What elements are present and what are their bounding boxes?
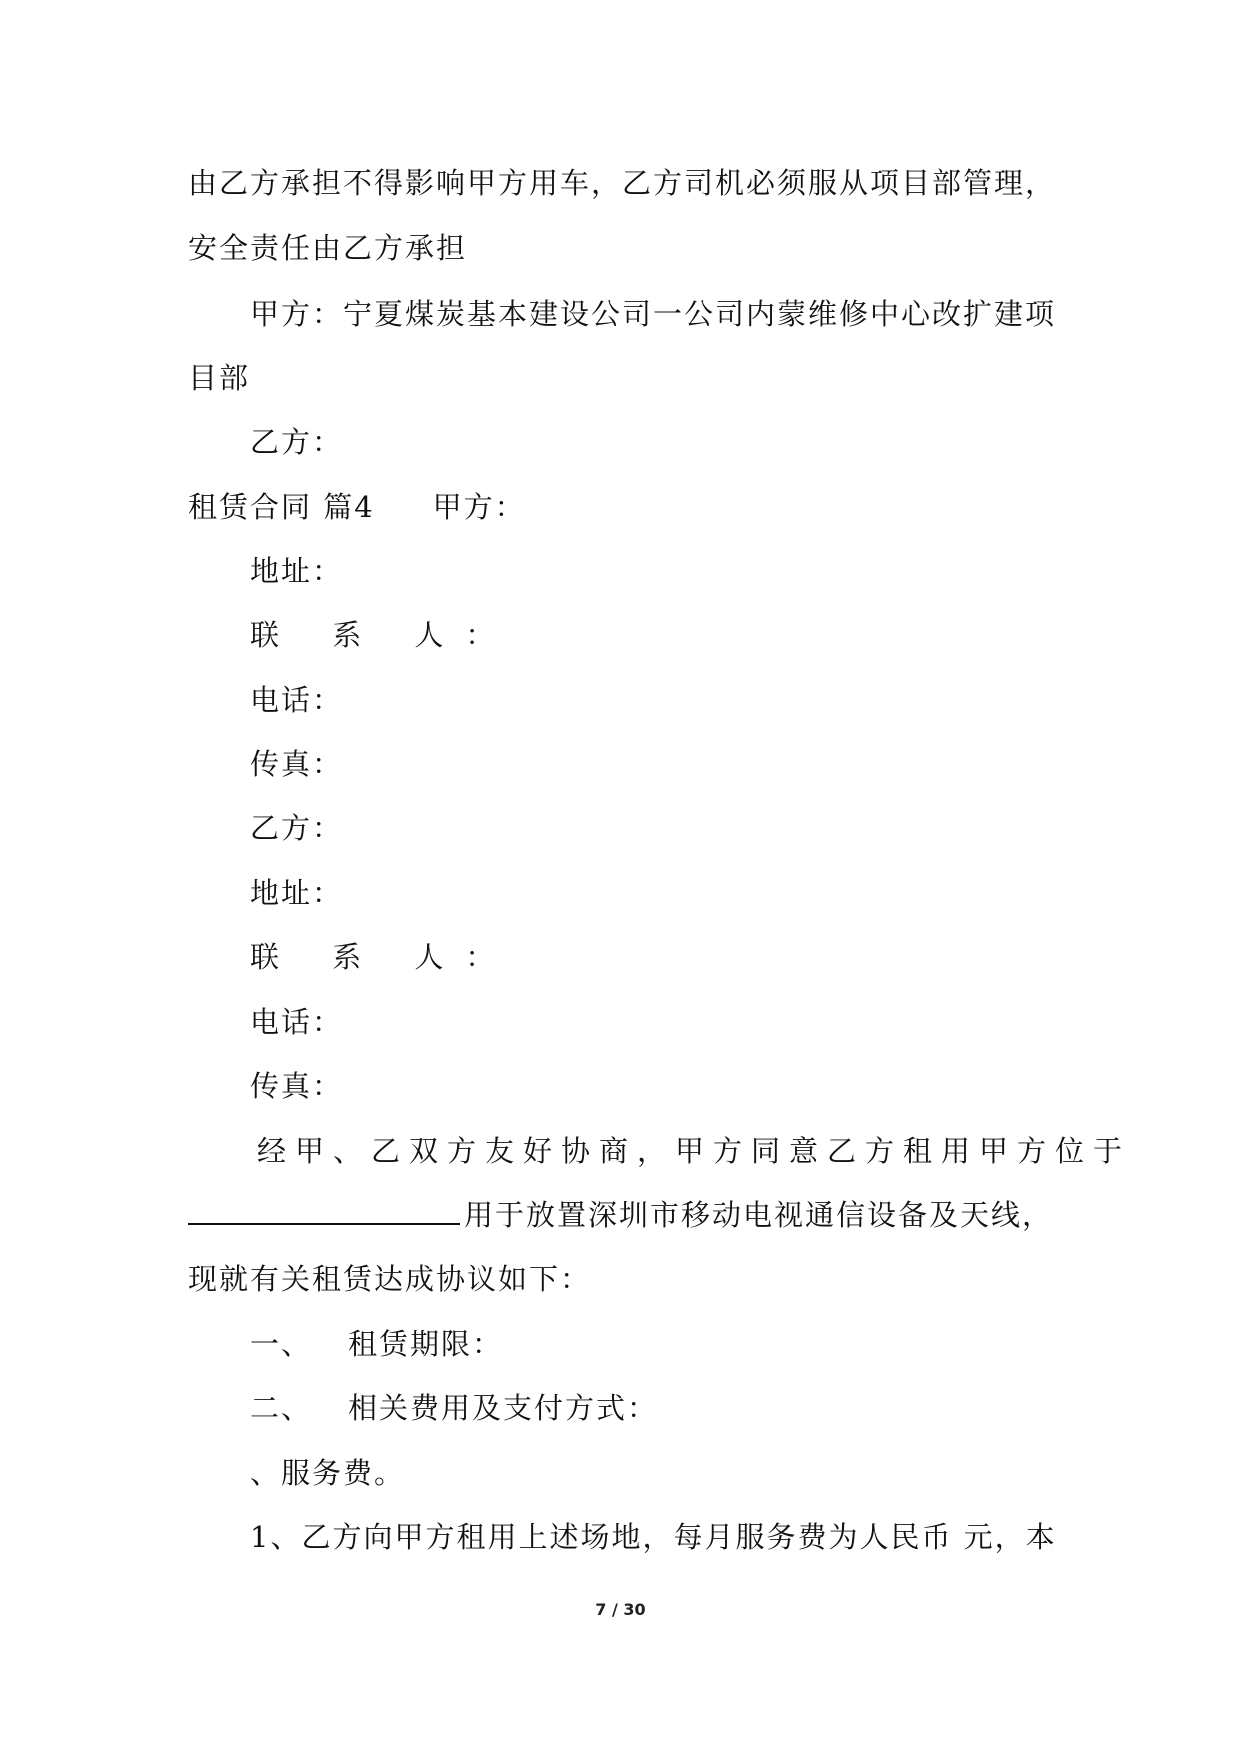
- fax-field: 传真：: [250, 1069, 344, 1103]
- paragraph-line: 经甲、乙双方友好协商，甲方同意乙方租用甲方位于: [257, 1134, 1132, 1168]
- party-a-label: 甲方：: [432, 490, 526, 524]
- clause-title: 租赁期限：: [348, 1327, 504, 1361]
- party-b-line: 乙方：: [250, 425, 344, 459]
- clause-line: [250, 1324, 503, 1364]
- fax-field: 传真：: [250, 747, 344, 781]
- paragraph-line: [188, 1195, 1053, 1235]
- address-field: 地址：: [250, 554, 344, 588]
- contact-field: 联 系 人：: [250, 940, 517, 974]
- paragraph-line: 安全责任由乙方承担: [188, 231, 468, 265]
- clause-number: 一、: [250, 1327, 313, 1361]
- paragraph-line: 1、乙方向甲方租用上述场地，每月服务费为人民币 元，本: [250, 1520, 1057, 1554]
- contact-field: 联 系 人：: [250, 618, 517, 652]
- clause-line: 、服务费。: [250, 1456, 406, 1490]
- phone-field: 电话：: [250, 1005, 344, 1039]
- clause-number: 二、: [250, 1391, 313, 1425]
- paragraph-line: 由乙方承担不得影响甲方用车，乙方司机必须服从项目部管理，: [188, 166, 1057, 200]
- clause-title: 相关费用及支付方式：: [348, 1391, 659, 1425]
- section-heading-line: [188, 487, 526, 527]
- party-a-line: 甲方：宁夏煤炭基本建设公司一公司内蒙维修中心改扩建项: [250, 297, 1057, 331]
- page-number: 7 / 30: [595, 1600, 646, 1619]
- party-b-field: 乙方：: [250, 811, 344, 845]
- paragraph-line: 目部: [188, 361, 251, 395]
- paragraph-line: 现就有关租赁达成协议如下：: [188, 1262, 592, 1296]
- clause-line: [250, 1388, 658, 1428]
- phone-field: 电话：: [250, 683, 344, 717]
- blank-underline: [188, 1195, 460, 1225]
- address-field: 地址：: [250, 876, 344, 910]
- paragraph-text: 用于放置深圳市移动电视通信设备及天线，: [464, 1198, 1054, 1232]
- section-heading: 租赁合同 篇4: [188, 490, 375, 524]
